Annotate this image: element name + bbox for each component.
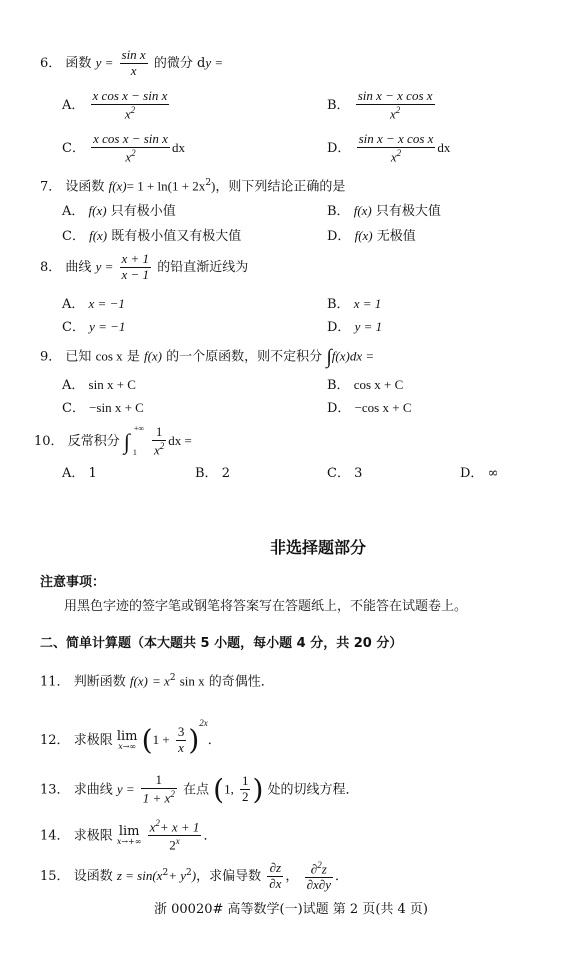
part-title: 二、简单计算题（本大题共 5 小题，每小题 4 分，共 20 分）: [40, 636, 403, 651]
notice-text: 用黑色字迹的签字笔或钢笔将答案写在答题纸上，不能答在试题卷上。: [64, 599, 468, 614]
question-number: 10．: [34, 434, 64, 450]
q10-option-b: B． 2: [195, 466, 230, 481]
question-number: 8．: [40, 259, 62, 275]
question-number: 13．: [40, 782, 70, 798]
fraction: $\frac{x + 1}{x - 1}$: [121, 251, 150, 282]
q10-option-c: C． 3: [327, 466, 363, 481]
question-10: 10． 反常积分 ∫ +∞ 1 $\frac{1}{x^2}$ dx =: [34, 423, 192, 458]
question-6: 6． 函数 y = $\frac{\text{sin x}}{x}$ 的微分 dy =: [40, 47, 224, 78]
limit-operator: lim x→+∞: [116, 824, 142, 847]
question-number: 7．: [40, 179, 62, 195]
q9-option-c: C． −sin x + C: [62, 400, 144, 416]
page-footer: 浙 00020# 高等数学(一)试题 第 2 页(共 4 页): [154, 902, 429, 917]
q6-option-b: B． $\frac{\text{sin x − x cos x}}{x^2}$: [327, 88, 433, 122]
improper-integral: ∫ +∞ 1: [123, 423, 145, 457]
q10-option-a: A． 1: [62, 466, 97, 481]
right-paren: ): [188, 723, 200, 757]
question-15: 15． 设函数 $z = \sin(x^2+ y^2)$，求偏导数 $\frac{\partial z}{\partial x}$ ， $\frac{\partial^2z}{\partial x\partial y}$ ．: [40, 860, 348, 893]
second-partial-derivative: $\frac{\partial^2z}{\partial x\partial y}$: [306, 860, 331, 893]
q6-option-d: D． $\frac{\text{sin x − x cos x}}{x^2}$ dx: [327, 131, 451, 165]
question-number: 15．: [40, 869, 70, 885]
limit-operator: lim x→∞: [116, 729, 138, 751]
integral-sign: ∫: [123, 428, 130, 454]
fraction: $\frac{\text{sin x}}{x}$: [121, 47, 146, 78]
question-9: 9． 已知 cos x 是 f(x) 的一个原函数，则不定积分 ∫f(x)dx =: [40, 346, 375, 368]
q9-option-d: D． −cos x + C: [327, 400, 412, 416]
partial-derivative: $\frac{\partial z}{\partial x}$: [269, 860, 282, 892]
q8-option-a: A． x = −1: [62, 296, 125, 312]
question-8: 8． 曲线 y = $\frac{x + 1}{x - 1}$ 的铅直渐近线为: [40, 251, 249, 282]
q8-option-b: B． x = 1: [327, 296, 382, 312]
q7-option-d: D． f(x) 无极值: [327, 228, 416, 244]
q7-option-b: B． f(x) 只有极大值: [327, 203, 441, 219]
q6-option-a: A． $\frac{\text{x cos x − sin x}}{x^2}$: [62, 88, 168, 122]
question-number: 12．: [40, 733, 70, 748]
q8-option-c: C． y = −1: [62, 319, 126, 335]
question-number: 14．: [40, 828, 70, 844]
q9-option-b: B． cos x + C: [327, 377, 404, 393]
question-number: 6．: [40, 55, 62, 71]
question-14: 14． 求极限 lim x→+∞ $\frac{x^2+ x + 1}{2^x}$ ．: [40, 818, 217, 853]
q7-option-c: C． f(x) 既有极小值又有极大值: [62, 228, 242, 244]
q10-option-d: D． ∞: [460, 466, 499, 481]
q6-option-c: C． $\frac{\text{x cos x − sin x}}{x^2}$ dx: [62, 131, 185, 165]
q7-option-a: A． f(x) 只有极小值: [62, 203, 176, 219]
integral-sign: ∫: [326, 346, 332, 368]
question-12: 12． 求极限 lim x→∞ (1 + $\frac{3}{x}$ )$^{2x}$．: [40, 718, 221, 757]
left-paren: (: [141, 723, 153, 757]
section-title: 非选择题部分: [270, 538, 367, 557]
question-number: 11．: [40, 674, 70, 690]
q9-option-a: A． sin x + C: [62, 377, 136, 393]
question-11: 11． 判断函数 $f(x) = x^2$ sin x 的奇偶性．: [40, 673, 274, 690]
question-13: 13． 求曲线 y = $\frac{1}{1 + x^2}$ 在点 (1, $\frac{1}{2}$ ) 处的切线方程．: [40, 772, 359, 806]
q8-option-d: D． y = 1: [327, 319, 383, 335]
question-number: 9．: [40, 349, 62, 365]
question-7: 7． 设函数 $f(x)= 1 + \ln(1 + 2x^2)$，则下列结论正确的是: [40, 178, 346, 195]
notice-title: 注意事项：: [40, 575, 106, 590]
